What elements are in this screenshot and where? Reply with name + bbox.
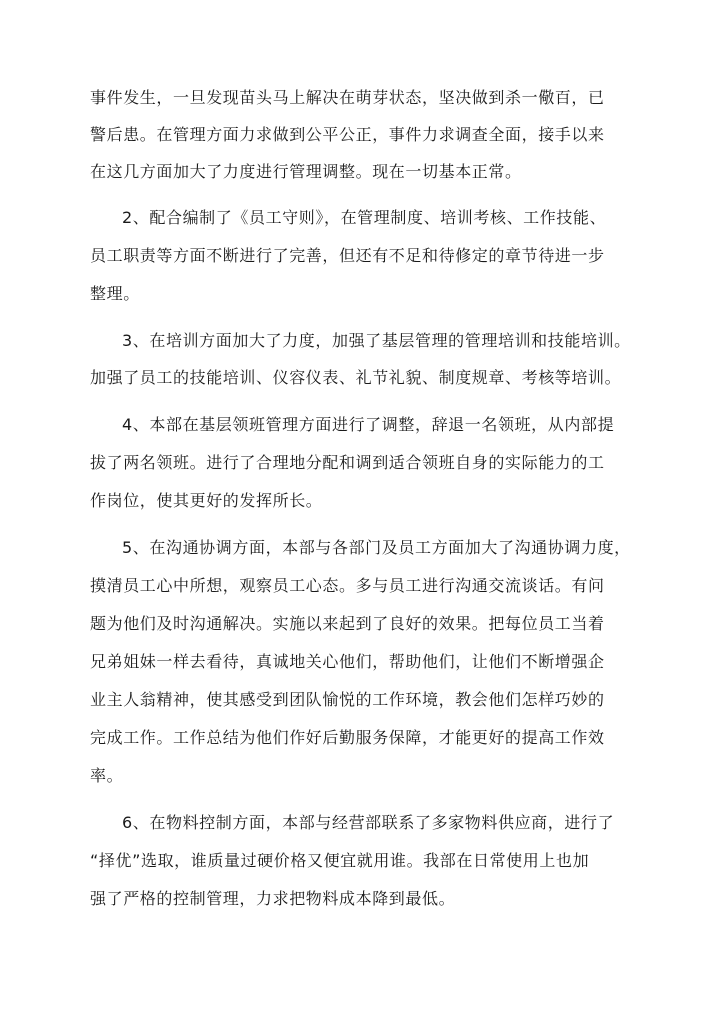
paragraph-4-line-0: 5、在沟通协调方面，本部与各部门及员工方面加大了沟通协调力度， bbox=[122, 538, 631, 557]
paragraph-4-line-4: 业主人翁精神，使其感受到团队愉悦的工作环境，教会他们怎样巧妙的 bbox=[90, 690, 605, 709]
paragraph-3-line-0: 4、本部在基层领班管理方面进行了调整，辞退一名领班，从内部提 bbox=[122, 415, 615, 434]
paragraph-5-line-2: 强了严格的控制管理，力求把物料成本降到最低。 bbox=[90, 889, 456, 908]
paragraph-0-line-0: 事件发生，一旦发现苗头马上解决在萌芽状态，坚决做到杀一儆百，已 bbox=[90, 88, 605, 107]
paragraph-2-line-0: 3、在培训方面加大了力度，加强了基层管理的管理培训和技能培训。 bbox=[122, 331, 631, 350]
paragraph-1-line-0: 2、配合编制了《员工守则》，在管理制度、培训考核、工作技能、 bbox=[122, 208, 607, 227]
paragraph-4-line-3: 兄弟姐妹一样去看待，真诚地关心他们，帮助他们，让他们不断增强企 bbox=[90, 652, 605, 671]
paragraph-0-line-2: 在这几方面加大了力度进行管理调整。现在一切基本正常。 bbox=[90, 162, 522, 181]
paragraph-0-line-1: 警后患。在管理方面力求做到公平公正，事件力求调查全面，接手以来 bbox=[90, 125, 605, 144]
paragraph-5-line-1: “择优”选取，谁质量过硬价格又便宜就用谁。我部在日常使用上也加 bbox=[90, 851, 590, 870]
paragraph-5-line-0: 6、在物料控制方面，本部与经营部联系了多家物料供应商，进行了 bbox=[122, 813, 615, 832]
paragraph-2-line-1: 加强了员工的技能培训、仪容仪表、礼节礼貌、制度规章、考核等培训。 bbox=[90, 368, 622, 387]
paragraph-4-line-2: 题为他们及时沟通解决。实施以来起到了良好的效果。把每位员工当着 bbox=[90, 614, 605, 633]
paragraph-1-line-2: 整理。 bbox=[90, 284, 140, 303]
paragraph-4-line-1: 摸清员工心中所想，观察员工心态。多与员工进行沟通交流谈话。有问 bbox=[90, 576, 605, 595]
paragraph-4-line-5: 完成工作。工作总结为他们作好后勤服务保障，才能更好的提高工作效 bbox=[90, 728, 605, 747]
paragraph-3-line-2: 作岗位，使其更好的发挥所长。 bbox=[90, 491, 323, 510]
paragraph-1-line-1: 员工职责等方面不断进行了完善，但还有不足和待修定的章节待进一步 bbox=[90, 246, 605, 265]
paragraph-3-line-1: 拔了两名领班。进行了合理地分配和调到适合领班自身的实际能力的工 bbox=[90, 453, 605, 472]
paragraph-4-line-6: 率。 bbox=[90, 766, 124, 785]
